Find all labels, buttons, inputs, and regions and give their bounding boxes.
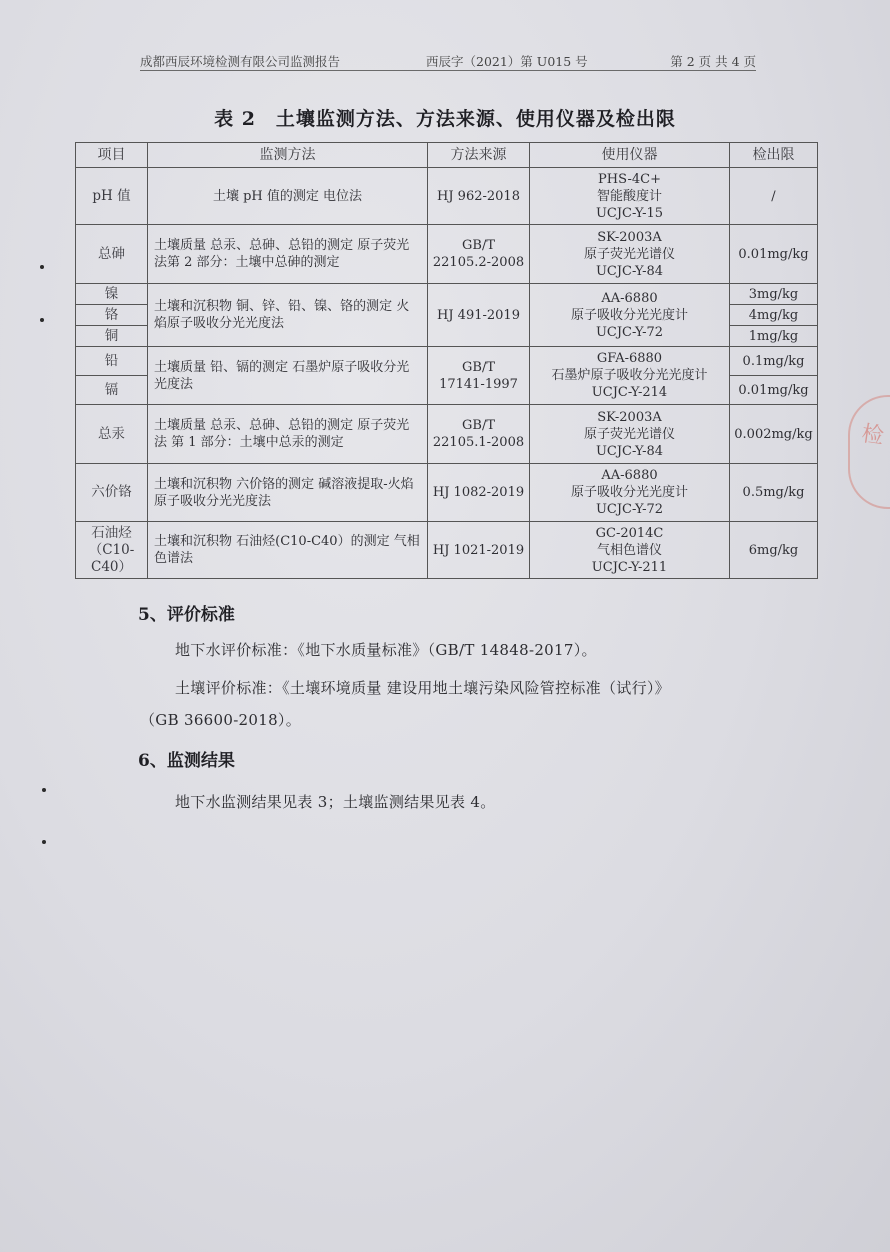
table-row — [76, 405, 818, 464]
instrument-id: UCJC-Y-72 — [595, 324, 664, 340]
section5-heading: 5、评价标准 — [138, 605, 235, 625]
instrument-model: PHS-4C+ — [598, 171, 661, 187]
seal-stamp — [848, 395, 890, 509]
soil-methods-table — [75, 142, 818, 579]
source-line: 22105.1-2008 — [432, 435, 525, 450]
seal-stamp-text: 检 — [860, 421, 886, 450]
source-line: 22105.2-2008 — [432, 255, 525, 270]
punch-dot — [42, 840, 46, 844]
instrument-name: 原子吸收分光光度计 — [570, 485, 688, 500]
limit-cell: 0.5mg/kg — [730, 464, 818, 522]
document-number: 西辰字（2021）第 U015 号 — [426, 54, 588, 69]
table-header-row — [76, 143, 818, 168]
source-cell — [428, 405, 530, 464]
instrument-name: 气相色谱仪 — [596, 542, 662, 558]
instrument-cell — [530, 405, 730, 464]
section6-heading: 6、监测结果 — [138, 751, 235, 771]
source-line: 17141-1997 — [439, 376, 518, 392]
punch-dot — [40, 318, 44, 322]
col-header-source: 方法来源 — [428, 143, 530, 168]
instrument-cell — [530, 464, 730, 522]
instrument-model: SK-2003A — [597, 229, 662, 245]
source-line: GB/T — [462, 359, 495, 375]
results-reference: 地下水监测结果见表 3；土壤监测结果见表 4。 — [175, 793, 496, 811]
groundwater-standard: 地下水评价标准：《地下水质量标准》（GB/T 14848-2017）。 — [175, 641, 597, 659]
item-cell: pH 值 — [76, 168, 148, 225]
table-row — [76, 284, 818, 305]
source-cell — [428, 225, 530, 284]
instrument-name: 原子荧光光谱仪 — [583, 426, 675, 442]
col-header-method: 监测方法 — [148, 143, 428, 168]
instrument-id: UCJC-Y-72 — [595, 502, 664, 517]
table-row — [76, 464, 818, 522]
limit-cell: 1mg/kg — [730, 326, 818, 347]
instrument-id: UCJC-Y-214 — [591, 385, 668, 400]
limit-cell: 4mg/kg — [730, 305, 818, 326]
punch-dot — [42, 788, 46, 792]
instrument-id: UCJC-Y-84 — [595, 263, 664, 279]
company-report-title: 成都西辰环境检测有限公司监测报告 — [140, 54, 341, 69]
source-cell: HJ 962-2018 — [428, 168, 530, 225]
instrument-cell — [530, 168, 730, 225]
instrument-model: SK-2003A — [597, 409, 662, 425]
instrument-cell — [530, 347, 730, 405]
col-header-item: 项目 — [76, 143, 148, 168]
table-row — [76, 522, 818, 579]
instrument-model: GFA-6880 — [596, 351, 663, 366]
item-cell: 镍 — [76, 284, 148, 305]
limit-cell: / — [730, 168, 818, 225]
item-carbon-range: （C10-C40） — [88, 541, 135, 575]
method-cell: 土壤和沉积物 石油烃(C10-C40）的测定 气相色谱法 — [148, 522, 428, 579]
source-cell: HJ 491-2019 — [428, 284, 530, 347]
instrument-model: GC-2014C — [595, 525, 664, 541]
instrument-cell — [530, 225, 730, 284]
instrument-name: 原子吸收分光光度计 — [570, 307, 688, 323]
soil-standard: 土壤评价标准：《土壤环境质量 建设用地土壤污染风险管控标准（试行）》 — [175, 679, 670, 697]
table-row — [76, 168, 818, 225]
instrument-name: 原子荧光光谱仪 — [583, 246, 675, 262]
col-header-limit: 检出限 — [730, 143, 818, 168]
method-cell: 土壤和沉积物 铜、锌、铅、镍、铬的测定 火焰原子吸收分光光度法 — [148, 284, 428, 347]
item-cell: 总汞 — [76, 405, 148, 464]
limit-cell: 3mg/kg — [730, 284, 818, 305]
source-cell: HJ 1021-2019 — [428, 522, 530, 579]
source-line: GB/T — [462, 418, 495, 433]
soil-standard-code: （GB 36600-2018）。 — [140, 711, 302, 729]
page-number: 第 2 页 共 4 页 — [670, 54, 756, 69]
method-cell: 土壤质量 总汞、总砷、总铅的测定 原子荧光法第 2 部分：土壤中总砷的测定 — [148, 225, 428, 284]
instrument-id: UCJC-Y-211 — [591, 559, 668, 575]
page-header — [140, 50, 756, 71]
instrument-id: UCJC-Y-84 — [595, 443, 664, 459]
method-cell: 土壤质量 总汞、总砷、总铅的测定 原子荧光法 第 1 部分：土壤中总汞的测定 — [148, 405, 428, 464]
limit-cell: 0.01mg/kg — [730, 376, 818, 405]
table-row — [76, 225, 818, 284]
item-cell: 铜 — [76, 326, 148, 347]
method-cell: 土壤和沉积物 六价铬的测定 碱溶液提取-火焰原子吸收分光光度法 — [148, 464, 428, 522]
source-cell — [428, 347, 530, 405]
instrument-cell — [530, 284, 730, 347]
col-header-instrument: 使用仪器 — [530, 143, 730, 168]
instrument-model: AA-6880 — [601, 468, 658, 483]
table-row — [76, 347, 818, 376]
instrument-name: 石墨炉原子吸收分光光度计 — [551, 368, 708, 383]
item-cell: 总砷 — [76, 225, 148, 284]
item-cell — [76, 522, 148, 579]
instrument-model: AA-6880 — [601, 290, 658, 306]
method-cell: 土壤质量 铅、镉的测定 石墨炉原子吸收分光光度法 — [148, 347, 428, 405]
item-cell: 六价铬 — [76, 464, 148, 522]
source-cell: HJ 1082-2019 — [428, 464, 530, 522]
method-cell: 土壤 pH 值的测定 电位法 — [148, 168, 428, 225]
instrument-cell — [530, 522, 730, 579]
source-line: GB/T — [462, 238, 495, 253]
item-name: 石油烃 — [91, 524, 132, 541]
item-cell: 铅 — [76, 347, 148, 376]
limit-cell: 0.01mg/kg — [730, 225, 818, 284]
instrument-name: 智能酸度计 — [596, 188, 662, 204]
item-cell: 镉 — [76, 376, 148, 405]
limit-cell: 0.002mg/kg — [730, 405, 818, 464]
item-cell: 铬 — [76, 305, 148, 326]
punch-dot — [40, 265, 44, 269]
limit-cell: 6mg/kg — [730, 522, 818, 579]
table-title: 表 2 土壤监测方法、方法来源、使用仪器及检出限 — [214, 108, 676, 130]
instrument-id: UCJC-Y-15 — [595, 205, 664, 221]
limit-cell: 0.1mg/kg — [730, 347, 818, 376]
